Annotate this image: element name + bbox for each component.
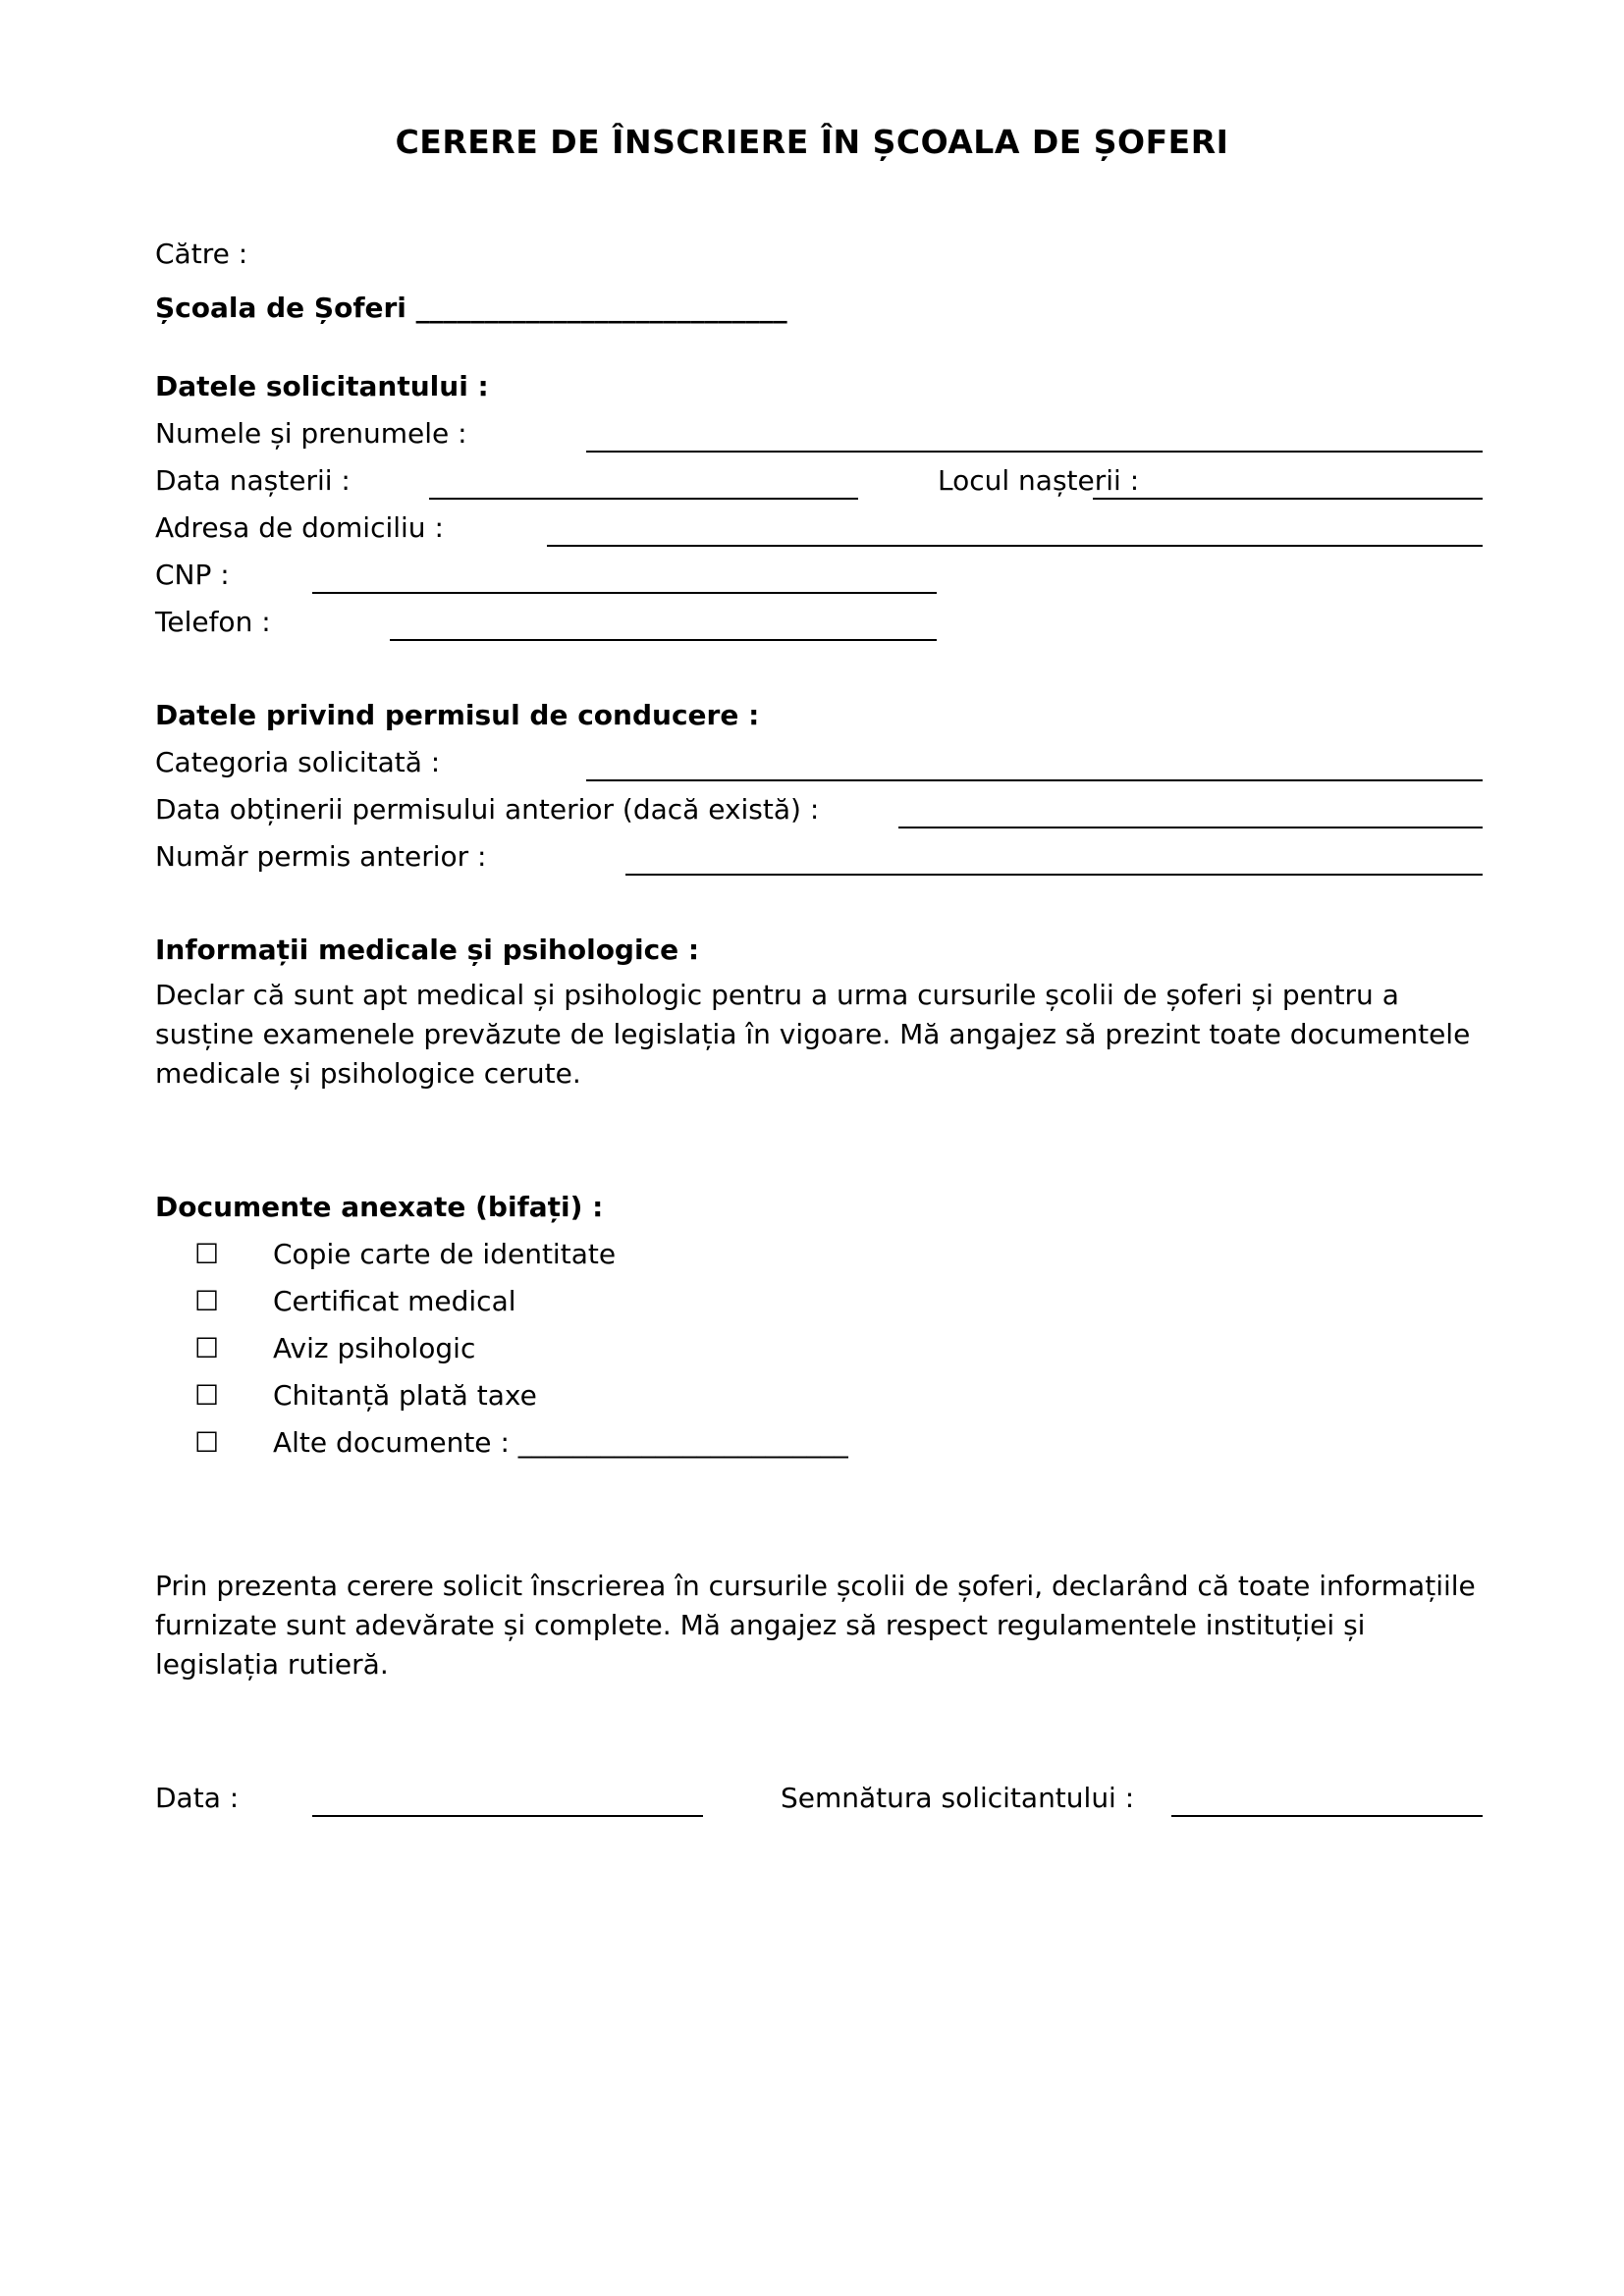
previous-license-date-field[interactable]	[898, 827, 1483, 828]
birth-place-field[interactable]	[1093, 498, 1483, 500]
checkbox-fee-receipt[interactable]: ☐	[194, 1379, 220, 1412]
document-item: Aviz psihologic	[273, 1332, 476, 1364]
name-label: Numele și prenumele :	[155, 417, 467, 450]
signature-label: Semnătura solicitantului :	[781, 1782, 1135, 1814]
to-label: Către :	[155, 238, 248, 270]
medical-heading: Informații medicale și psihologice :	[155, 934, 700, 966]
address-field[interactable]	[547, 545, 1483, 547]
date-label: Data :	[155, 1782, 240, 1814]
address-label: Adresa de domiciliu :	[155, 511, 444, 544]
document-item: Certificat medical	[273, 1285, 516, 1317]
medical-statement: Declar că sunt apt medical și psihologic pentru a urma cursurile școlii de șoferi și pentru a susține examenele prevăzute de legislația în vigoare. Mă angajez să prezint toate documentele medicale și psihologice cerute.	[155, 979, 1471, 1090]
document-item: Alte documente : ________________________	[273, 1426, 848, 1459]
checkbox-id-copy[interactable]: ☐	[194, 1238, 220, 1270]
previous-license-number-label: Număr permis anterior :	[155, 840, 487, 873]
previous-license-date-label: Data obținerii permisului anterior (dacă există) :	[155, 793, 820, 826]
birth-date-label: Data nașterii :	[155, 464, 351, 497]
name-field[interactable]	[586, 451, 1483, 453]
documents-heading: Documente anexate (bifați) :	[155, 1191, 604, 1223]
document-title: CERERE DE ÎNSCRIERE ÎN ȘCOALA DE ȘOFERI	[395, 123, 1229, 161]
phone-label: Telefon :	[155, 606, 271, 638]
license-heading: Datele privind permisul de conducere :	[155, 699, 760, 731]
document-item: Chitanță plată taxe	[273, 1379, 537, 1412]
checkbox-psychological-notice[interactable]: ☐	[194, 1332, 220, 1364]
birth-date-field[interactable]	[429, 498, 858, 500]
category-label: Categoria solicitată :	[155, 746, 441, 778]
phone-field[interactable]	[390, 639, 937, 641]
document-item: Copie carte de identitate	[273, 1238, 617, 1270]
category-field[interactable]	[586, 779, 1483, 781]
checkbox-medical-certificate[interactable]: ☐	[194, 1285, 220, 1317]
signature-field[interactable]	[1171, 1815, 1483, 1817]
cnp-field[interactable]	[312, 592, 937, 594]
school-name-line[interactable]: Școala de Șoferi ___________________________	[155, 292, 787, 324]
date-field[interactable]	[312, 1815, 703, 1817]
birth-place-label: Locul nașterii :	[938, 464, 1140, 497]
applicant-heading: Datele solicitantului :	[155, 370, 489, 402]
cnp-label: CNP :	[155, 559, 230, 591]
checkbox-other-documents[interactable]: ☐	[194, 1426, 220, 1459]
declaration-text: Prin prezenta cerere solicit înscrierea în cursurile școlii de șoferi, declarând că toate informațiile furnizate sunt adevărate și complete. Mă angajez să respect regulamentele instituției și legislația rutieră.	[155, 1570, 1476, 1681]
previous-license-number-field[interactable]	[625, 874, 1483, 876]
